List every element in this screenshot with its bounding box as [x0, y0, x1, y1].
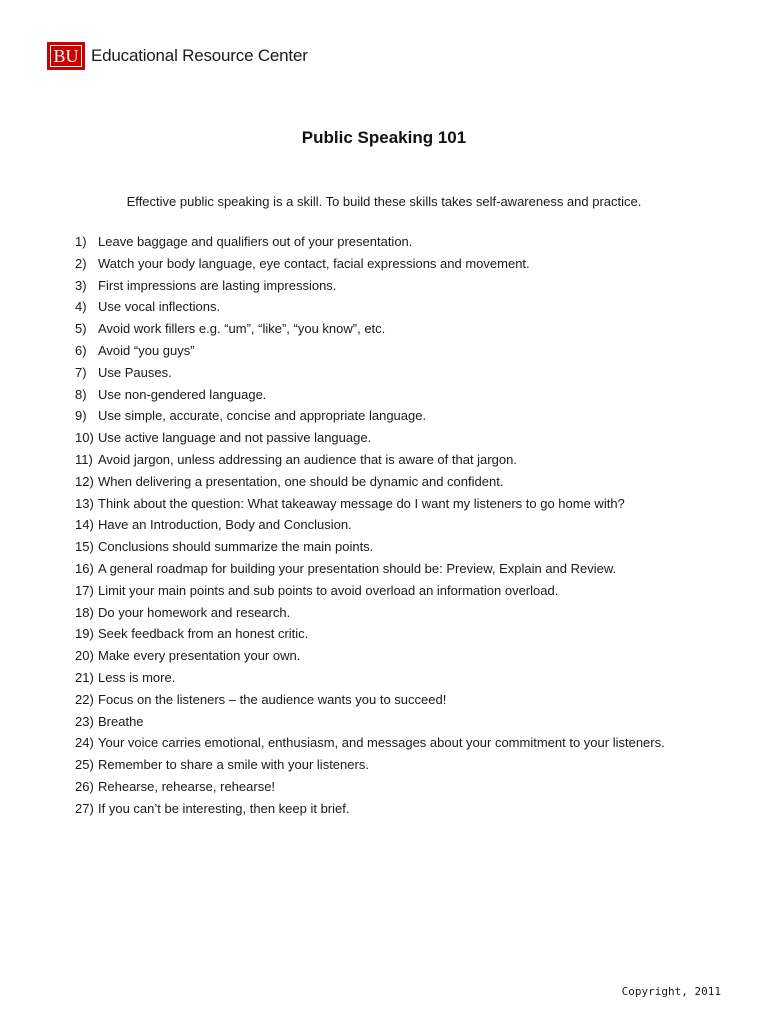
list-item-number: 21)	[75, 669, 94, 685]
list-item-number: 27)	[75, 800, 94, 816]
list-item-number: 4)	[75, 299, 87, 315]
list-item	[75, 667, 728, 689]
list-item-text: If you can’t be interesting, then keep it brief.	[98, 800, 350, 816]
list-item-number: 14)	[75, 517, 94, 533]
list-item-text: First impressions are lasting impressions.	[98, 277, 337, 293]
list-item	[75, 536, 728, 558]
list-item	[75, 754, 728, 776]
list-item	[75, 362, 728, 384]
list-item	[75, 296, 728, 318]
list-item-text: Use simple, accurate, concise and appropriate language.	[98, 408, 427, 424]
bu-logo	[47, 42, 85, 70]
list-item-number: 15)	[75, 539, 94, 555]
list-item	[75, 427, 728, 449]
list-item-text: Have an Introduction, Body and Conclusion.	[98, 517, 352, 533]
copyright-notice: Copyright, 2011	[621, 985, 721, 998]
list-item-number: 3)	[75, 277, 87, 293]
list-item-number: 24)	[75, 735, 94, 751]
list-item-number: 2)	[75, 255, 87, 271]
logo-text: BU	[53, 46, 79, 66]
tips-list	[75, 231, 728, 820]
list-item	[75, 602, 728, 624]
list-item-text: Leave baggage and qualifiers out of your presentation.	[98, 234, 413, 249]
list-item	[75, 253, 728, 275]
list-item-text: Use active language and not passive language.	[98, 430, 372, 446]
list-item-number: 6)	[75, 342, 87, 358]
list-item-number: 1)	[75, 234, 87, 249]
document-header	[47, 41, 308, 71]
list-item-number: 5)	[75, 321, 87, 337]
list-item	[75, 471, 728, 493]
list-item-number: 11)	[75, 451, 93, 467]
list-item	[75, 275, 728, 297]
list-item	[75, 231, 728, 253]
list-item	[75, 580, 728, 602]
list-item	[75, 711, 728, 733]
list-item-number: 23)	[75, 713, 94, 729]
list-item-text: Breathe	[98, 713, 144, 729]
list-item	[75, 798, 728, 820]
list-item-number: 7)	[75, 364, 87, 380]
list-item-number: 12)	[75, 473, 94, 489]
list-item-text: Your voice carries emotional, enthusiasm, and messages about your commitment to your listeners.	[98, 735, 665, 751]
list-item	[75, 318, 728, 340]
list-item-text: Think about the question: What takeaway message do I want my listeners to go home with?	[98, 495, 625, 511]
list-item-text: Avoid jargon, unless addressing an audience that is aware of that jargon.	[98, 451, 517, 467]
list-item-text: Conclusions should summarize the main points.	[98, 539, 374, 555]
list-item-number: 16)	[75, 560, 94, 576]
list-item-text: Use non-gendered language.	[98, 386, 267, 402]
list-item	[75, 449, 728, 471]
list-item-number: 20)	[75, 648, 94, 664]
list-item-text: When delivering a presentation, one should be dynamic and confident.	[98, 473, 504, 489]
list-item-text: Use Pauses.	[98, 364, 172, 380]
list-item	[75, 645, 728, 667]
list-item	[75, 623, 728, 645]
list-item-number: 8)	[75, 386, 87, 402]
list-item-text: Avoid work fillers e.g. “um”, “like”, “you know”, etc.	[98, 321, 386, 337]
list-item-number: 13)	[75, 495, 94, 511]
document-title: Public Speaking 101	[301, 128, 467, 147]
list-item	[75, 405, 728, 427]
list-item-text: Limit your main points and sub points to avoid overload an information overload.	[98, 582, 559, 598]
list-item	[75, 689, 728, 711]
list-item-number: 25)	[75, 757, 94, 773]
list-item-text: Seek feedback from an honest critic.	[98, 626, 309, 642]
list-item	[75, 384, 728, 406]
list-item-text: Rehearse, rehearse, rehearse!	[98, 778, 276, 794]
list-item	[75, 340, 728, 362]
list-item-number: 26)	[75, 778, 94, 794]
list-item-number: 19)	[75, 626, 94, 642]
list-item-text: A general roadmap for building your presentation should be: Preview, Explain and Review.	[98, 560, 617, 576]
list-item	[75, 776, 728, 798]
org-name: Educational Resource Center	[91, 46, 308, 65]
list-item-text: Less is more.	[98, 669, 176, 685]
list-item	[75, 558, 728, 580]
list-item-number: 10)	[75, 430, 94, 446]
list-item-number: 18)	[75, 604, 94, 620]
list-item-number: 17)	[75, 582, 94, 598]
list-item-text: Make every presentation your own.	[98, 648, 301, 664]
list-item	[75, 493, 728, 515]
list-item-text: Remember to share a smile with your listeners.	[98, 757, 369, 773]
list-item-text: Focus on the listeners – the audience wants you to succeed!	[98, 691, 447, 707]
list-item-number: 22)	[75, 691, 94, 707]
list-item	[75, 514, 728, 536]
intro-paragraph: Effective public speaking is a skill. To build these skills takes self-awareness and practice.	[126, 194, 642, 209]
list-item-text: Use vocal inflections.	[98, 299, 221, 315]
list-item-text: Watch your body language, eye contact, facial expressions and movement.	[98, 255, 530, 271]
list-item-text: Avoid “you guys”	[98, 342, 195, 358]
list-item	[75, 732, 728, 754]
list-item-number: 9)	[75, 408, 87, 424]
list-item-text: Do your homework and research.	[98, 604, 291, 620]
